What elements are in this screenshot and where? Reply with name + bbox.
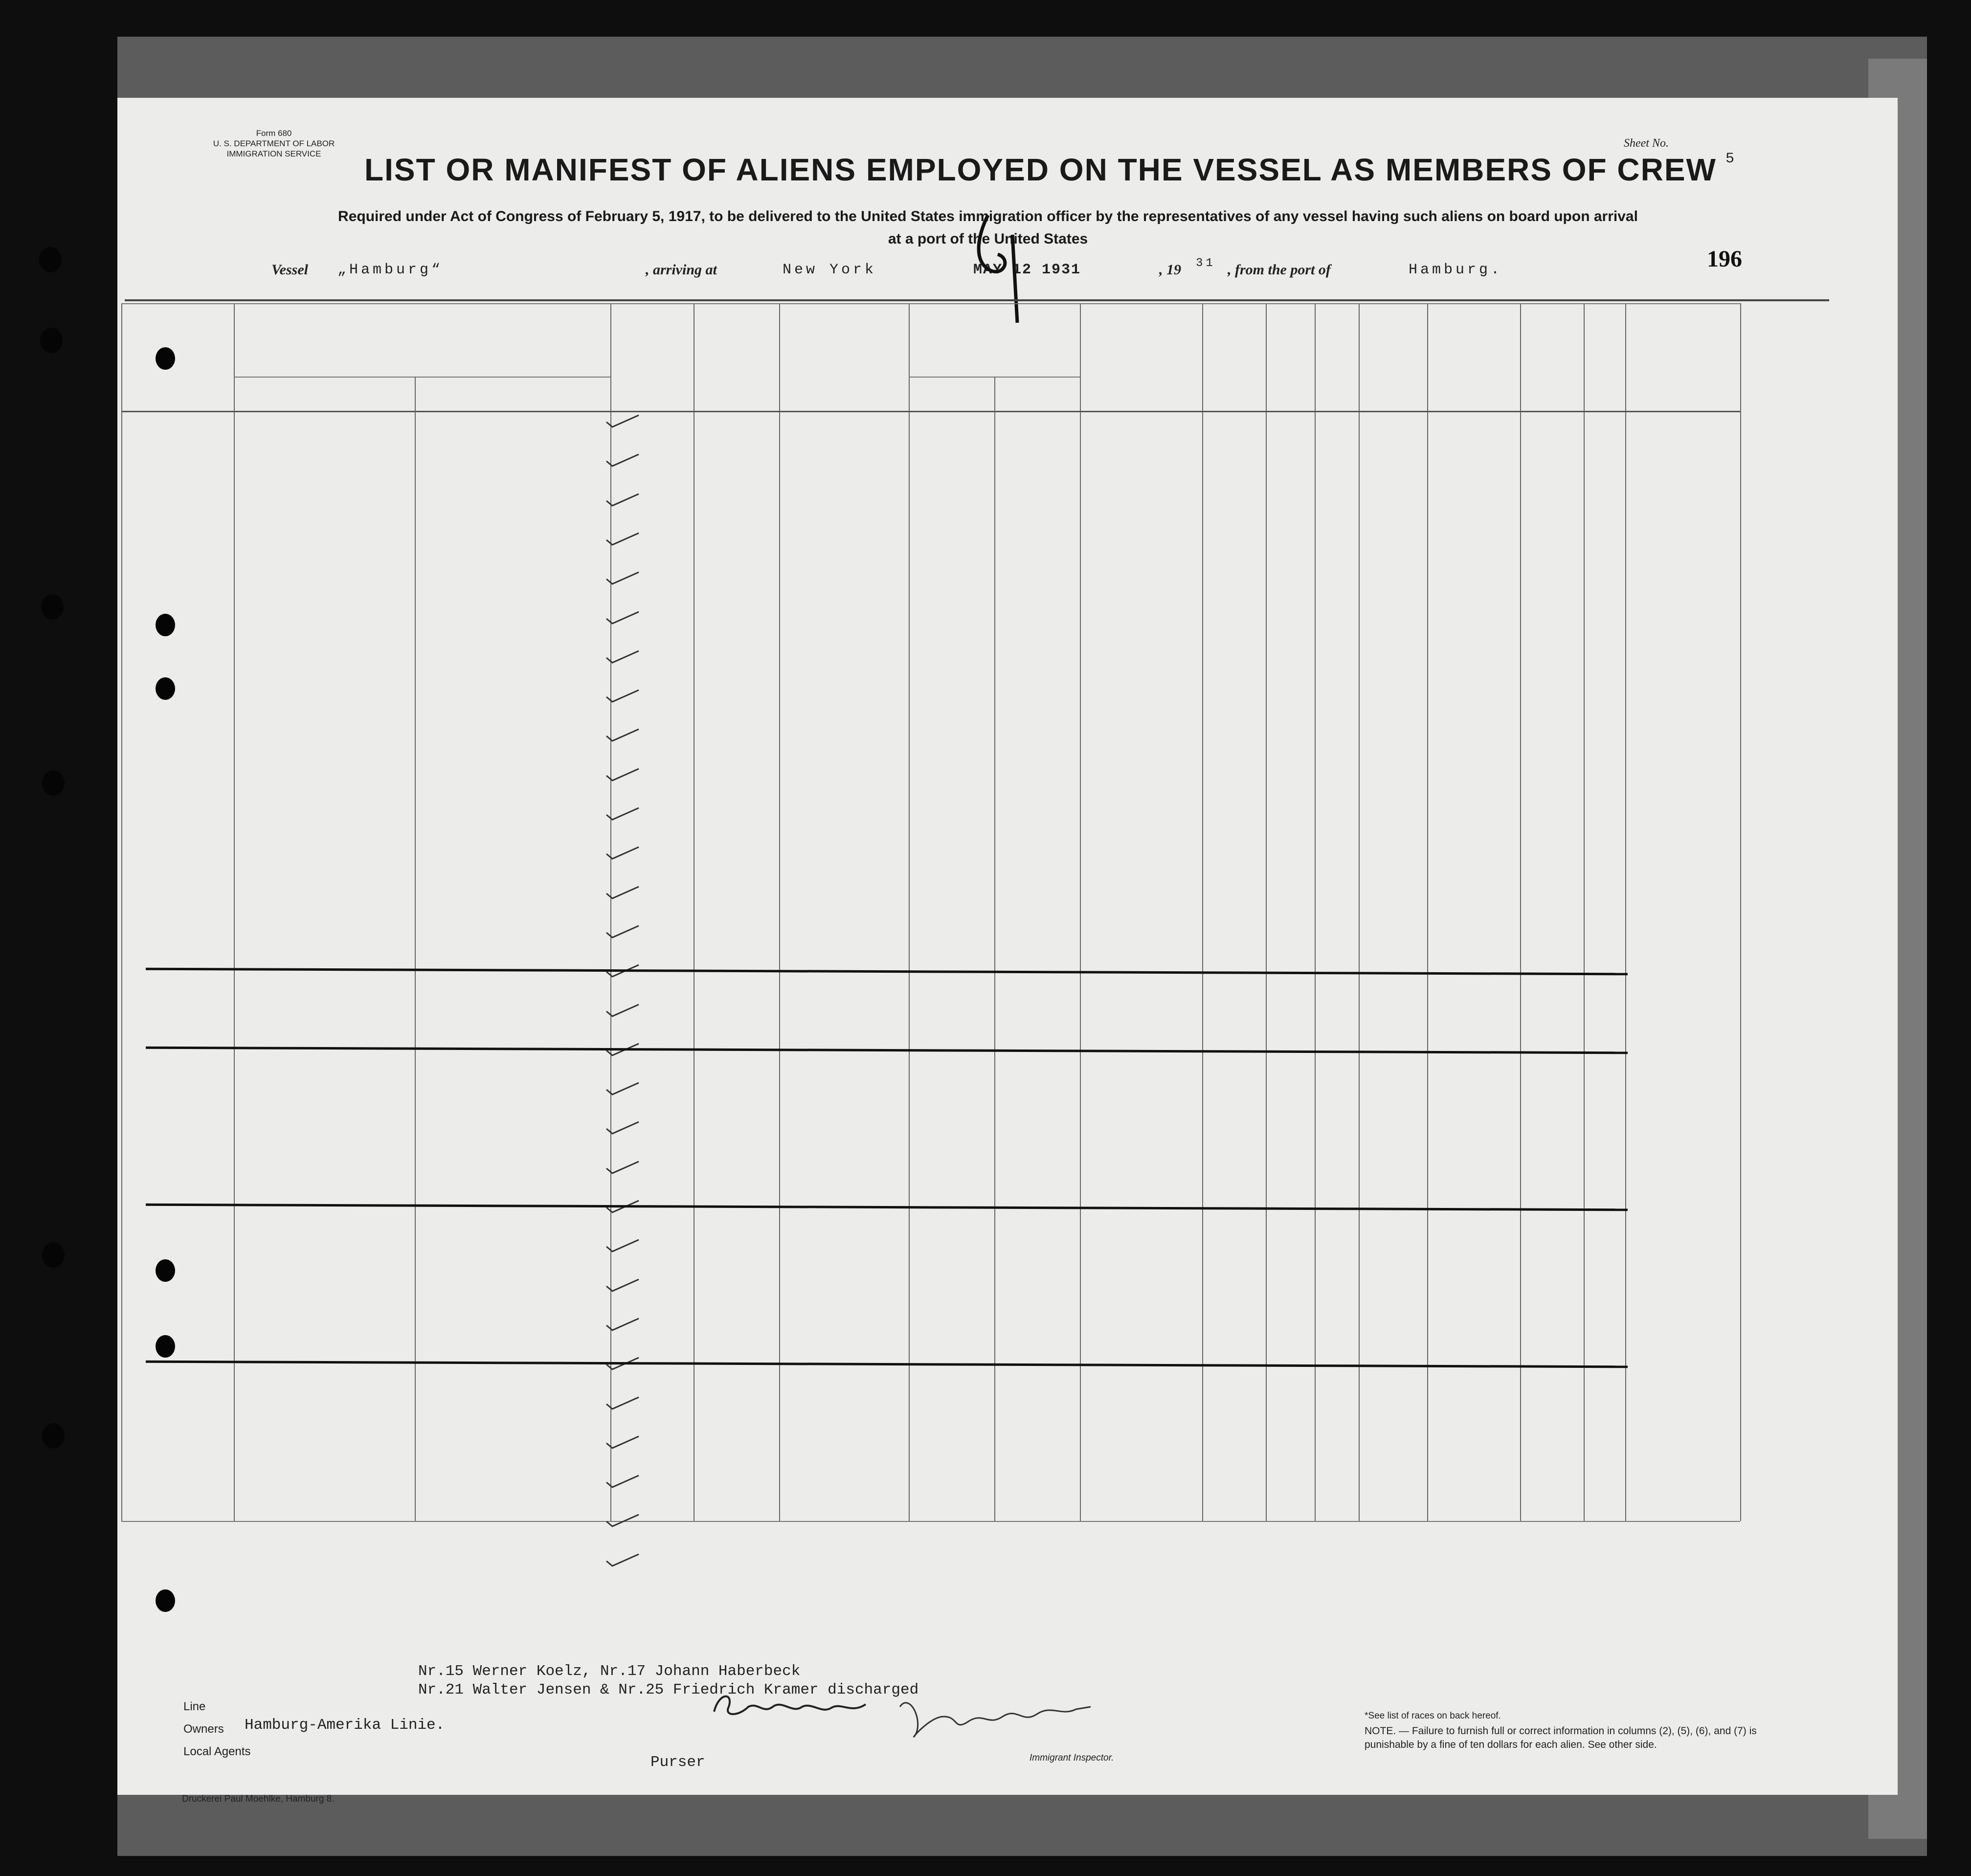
purser-label: Purser [650, 1754, 705, 1771]
column-rule [1520, 303, 1521, 1521]
row-10-checkmark-icon [605, 767, 640, 782]
from-port-label: , from the port of [1228, 262, 1331, 278]
column-rule [1080, 303, 1081, 1521]
row-28-checkmark-icon [605, 1474, 640, 1488]
page-stamp: 196 [1707, 246, 1742, 272]
binder-hole [42, 1242, 65, 1268]
column-rule [1315, 303, 1316, 1521]
year-value: 31 [1196, 257, 1216, 270]
binder-hole [41, 594, 64, 620]
row-26-checkmark-icon [605, 1395, 640, 1410]
row-23-checkmark-icon [605, 1277, 640, 1292]
binder-hole [40, 328, 63, 353]
vessel-label: Vessel [271, 262, 308, 278]
column-rule [234, 303, 235, 1521]
service: IMMIGRATION SERVICE [226, 149, 321, 158]
header-rule [125, 299, 1829, 301]
row-9-checkmark-icon [605, 727, 640, 742]
races-note: *See list of races on back hereof. [1365, 1711, 1501, 1721]
row-27-checkmark-icon [605, 1434, 640, 1449]
subtitle-line-1: Required under Act of Congress of February 5, 1917, to be delivered to the United States immigration officer by the representatives of any vessel having such aliens on board upon arrival [338, 208, 1638, 224]
page-title: LIST OR MANIFEST OF ALIENS EMPLOYED ON THE VESSEL AS MEMBERS OF CREW [364, 152, 1717, 187]
name-subheader-rule [234, 377, 610, 378]
row-12-checkmark-icon [605, 845, 640, 860]
column-rule [1584, 303, 1585, 1521]
row-1-checkmark-icon [605, 413, 640, 428]
header-bottom-rule [121, 411, 1740, 412]
column-rule [1266, 303, 1267, 1521]
row-2-checkmark-icon [605, 452, 640, 467]
column-rule [779, 303, 780, 1521]
column-rule [1740, 303, 1741, 1521]
binder-hole [39, 247, 62, 272]
row-22-checkmark-icon [605, 1238, 640, 1252]
row-20-checkmark-icon [605, 1160, 640, 1174]
header-top-rule [121, 303, 1740, 304]
year-label: , 19 [1159, 262, 1181, 278]
owners-label: Owners [183, 1722, 224, 1736]
owners-value: Hamburg-Amerika Linie. [245, 1717, 445, 1734]
penalty-note: NOTE. — Failure to furnish full or correct information in columns (2), (5), (6), and (7) is punishable by a fine of ten dollars for each alien. See other side. [1365, 1725, 1757, 1750]
arrival-date: MAY 12 1931 [973, 262, 1081, 278]
row-24-checkmark-icon [605, 1317, 640, 1331]
binder-hole [42, 770, 65, 796]
row-11-checkmark-icon [605, 806, 640, 821]
column-rule [1427, 303, 1428, 1521]
column-rule [909, 303, 910, 1521]
crew-table [121, 303, 1828, 1687]
form-number [193, 128, 355, 159]
row-3-checkmark-icon [605, 492, 640, 507]
printer-line: Druckerei Paul Moehlke, Hamburg 8. [182, 1794, 335, 1804]
table-bottom-rule [121, 1521, 1740, 1522]
column-rule [1359, 303, 1360, 1521]
discharge-note-1: Nr.15 Werner Koelz, Nr.17 Johann Haberbeck [418, 1663, 801, 1680]
row-19-checkmark-icon [605, 1120, 640, 1135]
column-rule [610, 303, 611, 1521]
binder-hole [42, 1423, 65, 1449]
inspector-label: Immigrant Inspector. [1030, 1753, 1114, 1763]
discharge-note-2: Nr.21 Walter Jensen & Nr.25 Friedrich Kramer discharged [418, 1681, 919, 1698]
row-14-checkmark-icon [605, 924, 640, 938]
sheet-number-label: Sheet No. [1624, 137, 1669, 150]
row-7-checkmark-icon [605, 649, 640, 664]
column-rule [121, 303, 122, 1521]
form-no: Form 680 [256, 129, 292, 138]
row-17-strike-line [146, 1047, 1628, 1054]
arrival-port: New York [783, 262, 877, 278]
department: U. S. DEPARTMENT OF LABOR [213, 139, 335, 148]
line-label: Line [183, 1700, 206, 1713]
row-4-checkmark-icon [605, 531, 640, 546]
row-5-checkmark-icon [605, 570, 640, 585]
row-6-checkmark-icon [605, 610, 640, 625]
row-13-checkmark-icon [605, 885, 640, 899]
row-21-strike-line [146, 1204, 1628, 1211]
arriving-label: , arriving at [646, 262, 717, 278]
from-port: Hamburg. [1409, 262, 1503, 278]
row-8-checkmark-icon [605, 688, 640, 703]
shipped-subheader-divider [994, 377, 995, 1521]
row-29-checkmark-icon [605, 1513, 640, 1527]
column-rule [1625, 303, 1626, 1521]
agents-label: Local Agents [183, 1745, 251, 1758]
inspector-signature [895, 1687, 1100, 1746]
name-subheader-divider [415, 377, 416, 1521]
subtitle-line-2: at a port of the United States [888, 231, 1088, 247]
row-25-strike-line [146, 1361, 1628, 1368]
row-18-checkmark-icon [605, 1081, 640, 1095]
vessel-name: „Hamburg“ [337, 262, 444, 278]
column-rule [1202, 303, 1203, 1521]
row-15-strike-line [146, 968, 1628, 976]
sheet-number: 5 [1725, 151, 1735, 167]
purser-signature [709, 1687, 875, 1726]
row-16-checkmark-icon [605, 1003, 640, 1017]
row-30-checkmark-icon [605, 1552, 640, 1567]
